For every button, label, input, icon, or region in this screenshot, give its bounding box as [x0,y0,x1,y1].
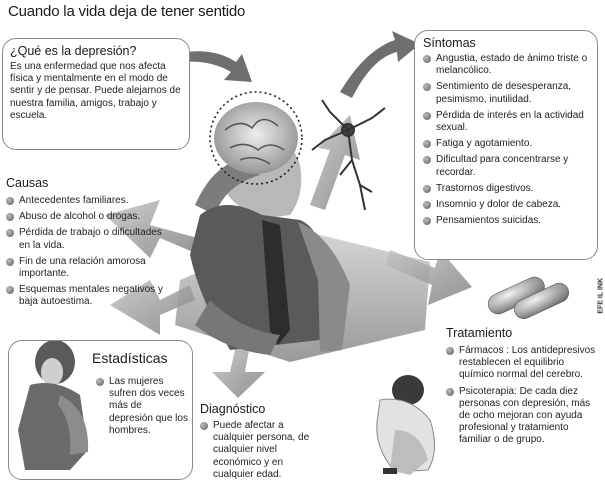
bullet-icon [423,217,431,225]
causes-heading: Causas [6,176,49,190]
symptom-item: Angustia, estado de ánimo triste o melancólico. [423,53,589,77]
symptom-item: Insomnio y dolor de cabeza. [423,199,589,211]
bullet-icon [6,258,14,266]
cause-item: Fin de una relación amorosa importante. [6,256,166,280]
statistics-list [96,376,188,441]
pills-icon [485,274,572,322]
cause-item: Abuso de alcohol o drogas. [6,211,166,223]
credit-label: EFE IL INK [598,278,605,314]
bullet-icon [446,347,454,355]
diagnosis-list [200,420,325,485]
treatment-item: Psicoterapia: De cada diez personas con depresión, más de ocho mejoran con ayuda profesional y tratamiento familiar o de grupo. [446,386,596,447]
symptom-item: Fatiga y agotamiento. [423,138,589,150]
symptom-item: Pensamientos suicidas. [423,215,589,227]
cause-item: Pérdida de trabajo o dificultades en la vida. [6,227,166,251]
statistics-heading: Estadísticas [92,350,168,366]
page-title: Cuando la vida deja de tener sentido [8,3,246,20]
bullet-icon [423,201,431,209]
definition-box [2,38,190,150]
bullet-icon [423,140,431,148]
bullet-icon [200,422,208,430]
symptom-item: Sentimiento de desesperanza, pesimismo, inutilidad. [423,81,589,105]
symptom-item: Dificultad para concentrarse y recordar. [423,154,589,178]
curled-person [377,375,435,475]
treatment-item: Fármacos : Los antidepresivos restablecen el equilibrio químico normal del cerebro. [446,345,596,382]
arrow-icon [340,31,420,98]
bullet-icon [446,388,454,396]
cause-item: Antecedentes familiares. [6,195,166,207]
symptoms-box [414,30,598,260]
symptom-item: Trastornos digestivos. [423,183,589,195]
symptoms-heading: Síntomas [423,36,476,50]
diagnosis-item: Puede afectar a cualquier persona, de cualquier nivel económico y en cualquier edad. [200,420,325,481]
treatment-heading: Tratamiento [446,326,513,340]
bullet-icon [6,213,14,221]
bullet-icon [423,83,431,91]
bullet-icon [423,112,431,120]
definition-heading: ¿Qué es la depresión? [10,44,137,58]
bullet-icon [423,185,431,193]
bullet-icon [96,378,104,386]
treatment-list [446,345,596,451]
bullet-icon [6,197,14,205]
statistic-item: Las mujeres sufren dos veces más de depresión que los hombres. [96,376,188,437]
symptom-item: Pérdida de interés en la actividad sexual. [423,110,589,134]
bullet-icon [423,55,431,63]
bullet-icon [6,229,14,237]
bullet-icon [423,156,431,164]
diagnosis-heading: Diagnóstico [200,402,266,416]
causes-list [6,195,166,313]
definition-text: Es una enfermedad que nos afecta física y mentalmente en el modo de sentir y de pensar. Puede alejarnos de nuestra familia, amigos, trabajo y escuela. [10,61,181,121]
cause-item: Esquemas mentales negativos y baja autoestima. [6,284,166,308]
bullet-icon [6,286,14,294]
